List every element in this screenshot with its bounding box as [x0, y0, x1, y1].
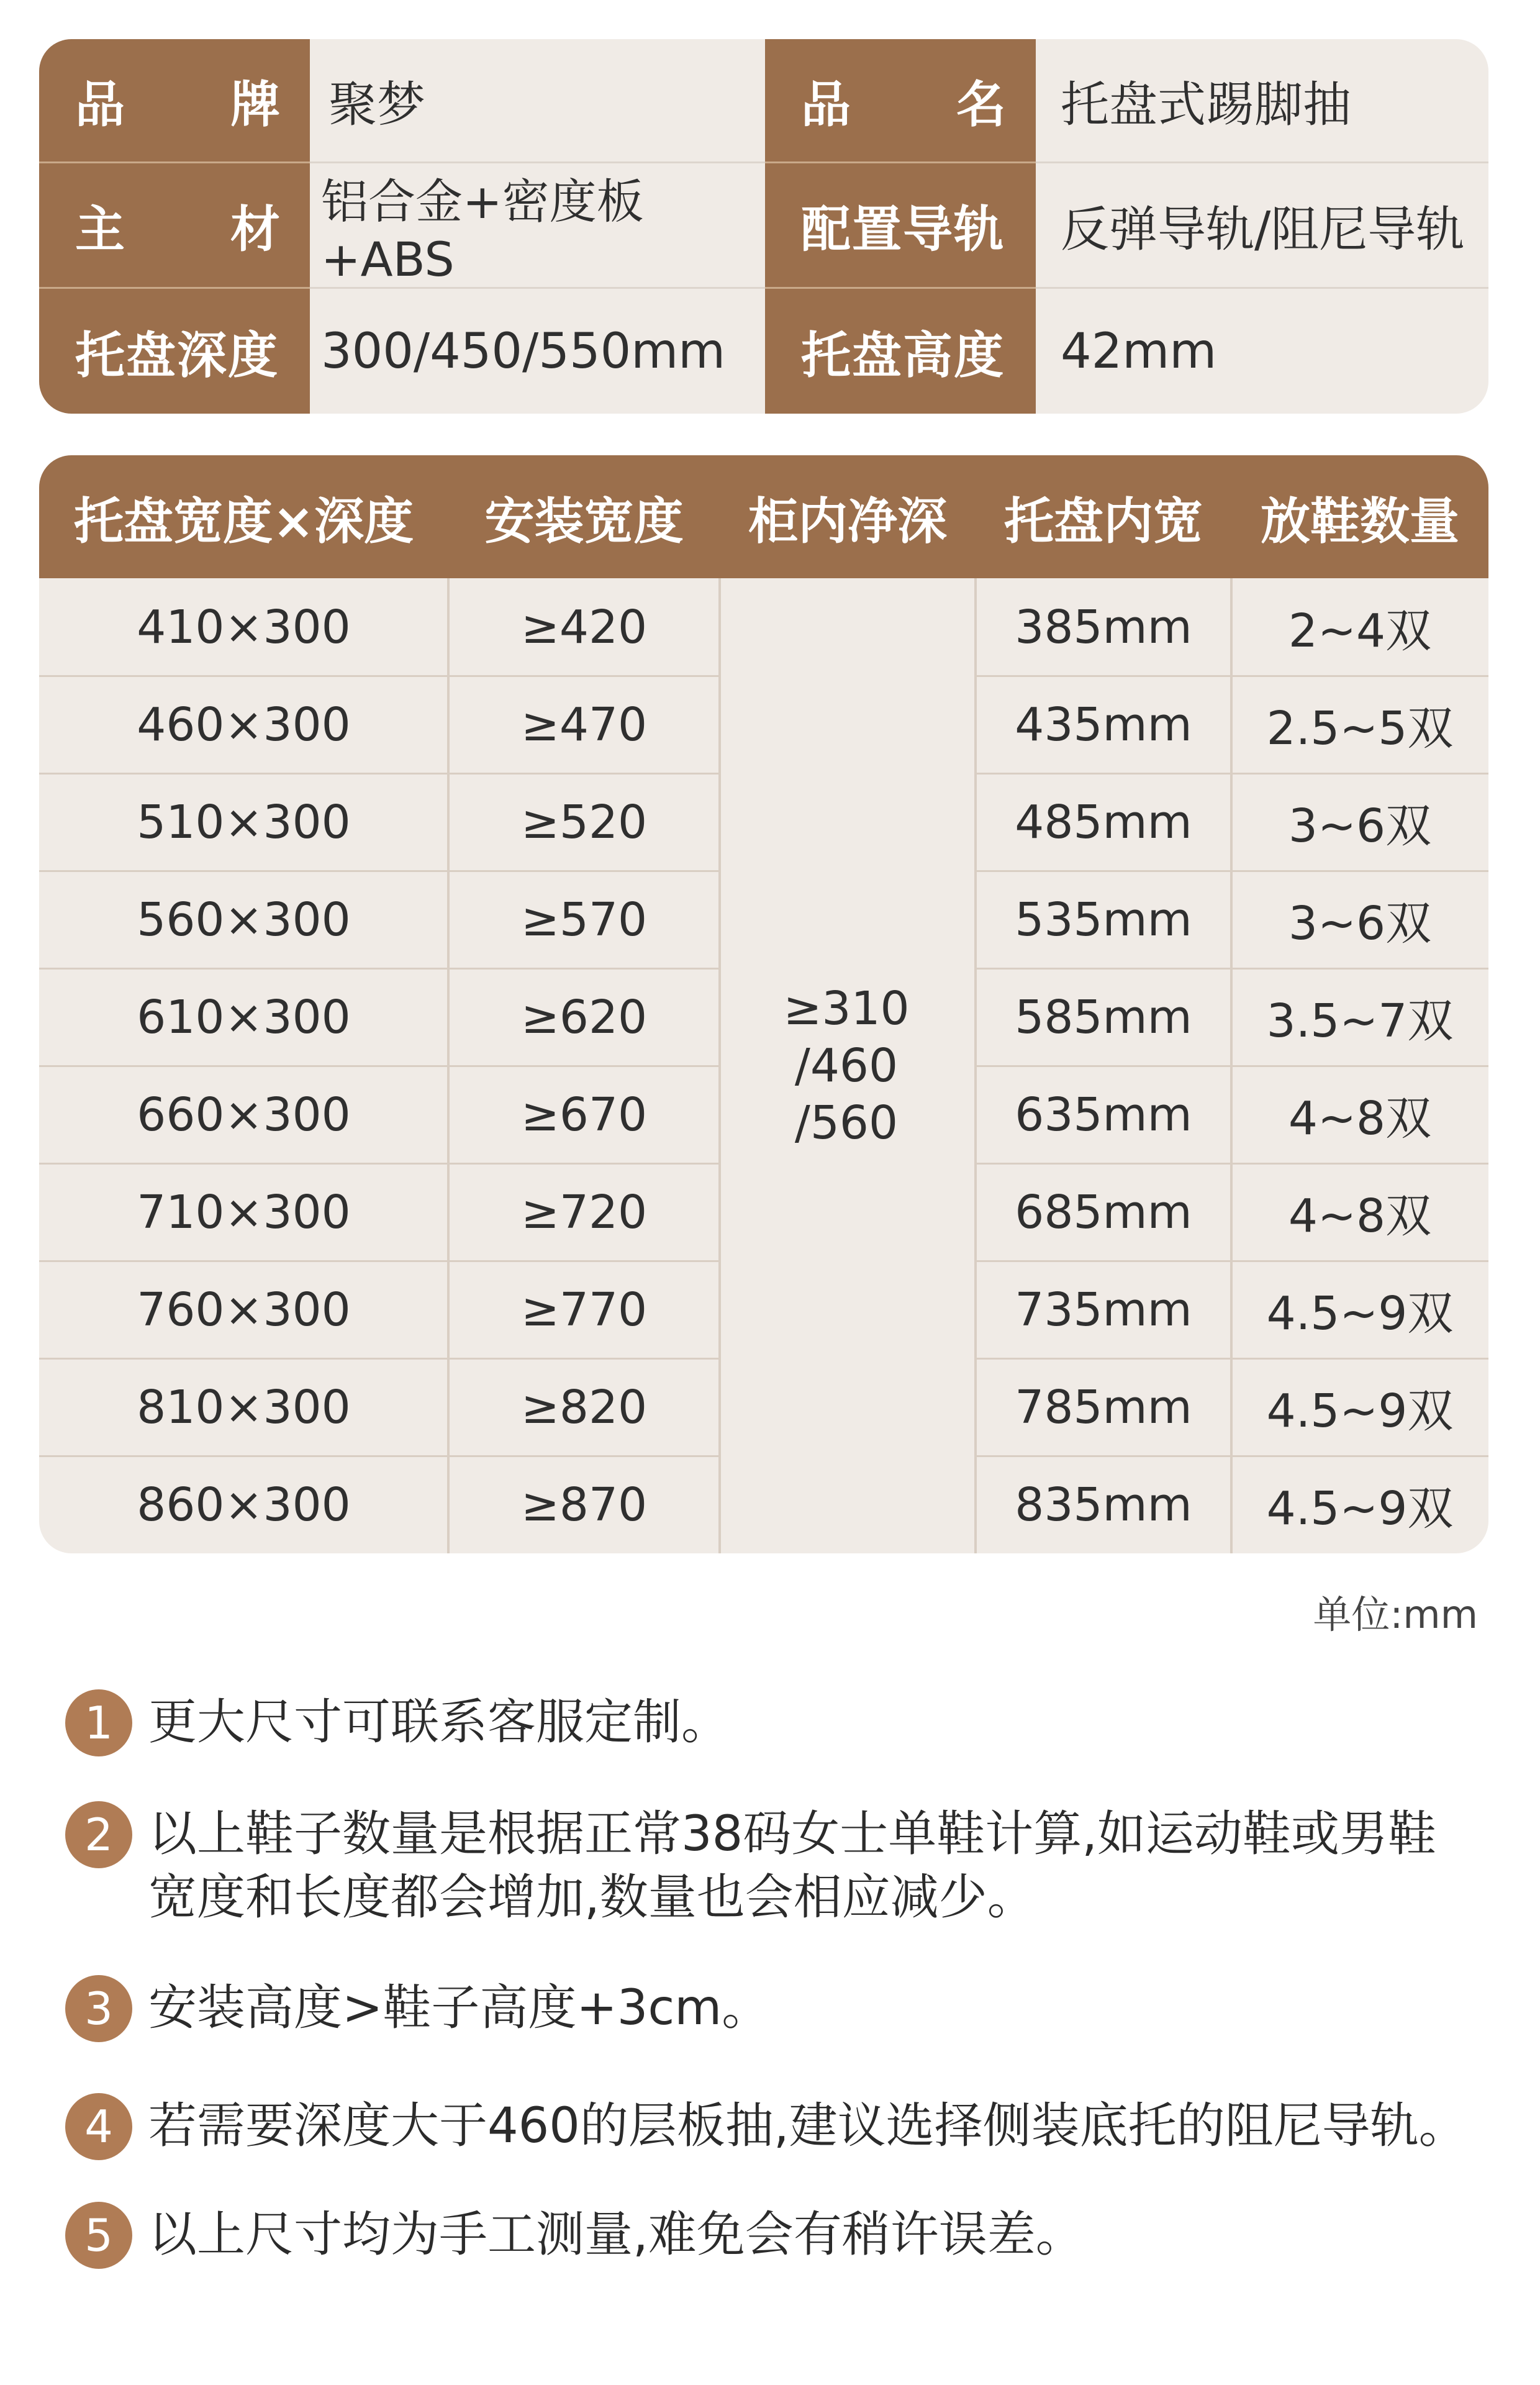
cell-shoe-count: 3~6双: [1288, 896, 1432, 950]
cell-inner-width: 385mm: [1015, 600, 1192, 654]
note-number-badge: 1: [65, 1689, 132, 1756]
cell-install-width: ≥870: [520, 1478, 648, 1532]
cell-install-width: ≥520: [520, 795, 648, 849]
note-number-badge: 4: [65, 2093, 132, 2160]
spec-label-brand: [39, 39, 310, 163]
cell-shoe-count: 2.5~5双: [1266, 701, 1454, 755]
note-line: 更大尺寸可联系客服定制。: [148, 1694, 730, 1750]
header-shoe-count: 放鞋数量: [1261, 492, 1459, 550]
spec-table: [39, 39, 1488, 414]
note-text: [148, 1689, 730, 1754]
spec-value-tray-height: 42mm: [1061, 323, 1217, 379]
note-text: [148, 1975, 770, 2040]
cell-shoe-count: 4~8双: [1288, 1091, 1432, 1145]
note-number-badge: 2: [65, 1801, 132, 1868]
note-number-badge: 5: [65, 2202, 132, 2269]
cell-shoe-count: 4.5~9双: [1266, 1384, 1454, 1438]
cell-tray-size: 810×300: [137, 1380, 351, 1434]
note-item: [65, 2093, 1493, 2160]
note-text: [148, 2202, 1084, 2266]
cell-inner-width: 435mm: [1015, 697, 1192, 752]
spec-label-char: 品: [75, 76, 125, 134]
note-line: 以上鞋子数量是根据正常38码女士单鞋计算,如运动鞋或男鞋: [148, 1806, 1437, 1862]
cell-install-width: ≥570: [520, 893, 648, 947]
note-line: 若需要深度大于460的层板抽,建议选择侧装底托的阻尼导轨。: [148, 2098, 1467, 2154]
spec-value-rail: 反弹导轨/阻尼导轨: [1036, 163, 1488, 289]
cell-inner-width: 685mm: [1015, 1185, 1192, 1239]
spec-label-char: 品: [801, 76, 851, 134]
note-line: 宽度和长度都会增加,数量也会相应减少。: [148, 1869, 1036, 1925]
cell-install-width: ≥770: [520, 1283, 648, 1337]
unit-label: 单位:mm: [1313, 1592, 1478, 1637]
cell-tray-size: 460×300: [137, 697, 351, 752]
cell-inner-width: 585mm: [1015, 990, 1192, 1044]
spec-label-char: 牌: [230, 76, 280, 134]
note-line: 安装高度>鞋子高度+3cm。: [148, 1980, 771, 2036]
cell-shoe-count: 4~8双: [1288, 1189, 1432, 1243]
note-line: 以上尺寸均为手工测量,难免会有稍许误差。: [148, 2207, 1084, 2263]
cell-shoe-count: 4.5~9双: [1266, 1481, 1454, 1535]
spec-label-tray-height: 托盘高度: [765, 289, 1036, 414]
cell-tray-size: 610×300: [137, 990, 351, 1044]
cell-install-width: ≥420: [520, 600, 648, 654]
spec-label-char: 主: [75, 201, 125, 258]
cabinet-depth-line: /560: [794, 1096, 899, 1150]
cell-shoe-count: 3.5~7双: [1266, 994, 1454, 1048]
header-tray-size: 托盘宽度×深度: [73, 492, 414, 550]
cell-inner-width: 635mm: [1015, 1088, 1192, 1142]
cell-install-width: ≥820: [520, 1380, 648, 1434]
cell-shoe-count: 4.5~9双: [1266, 1286, 1454, 1340]
cell-inner-width: 785mm: [1015, 1380, 1192, 1434]
cell-install-width: ≥720: [520, 1185, 648, 1239]
note-text: [148, 2093, 1467, 2158]
cell-inner-width: 735mm: [1015, 1283, 1192, 1337]
note-item: [65, 1689, 1493, 1756]
header-cabinet-depth: 柜内净深: [748, 492, 947, 550]
cell-tray-size: 410×300: [137, 600, 351, 654]
cabinet-depth-cell: [720, 578, 973, 1553]
cell-tray-size: 710×300: [137, 1185, 351, 1239]
spec-label-tray-depth: 托盘深度: [39, 289, 310, 414]
spec-value-tray-depth: 300/450/550mm: [321, 323, 726, 379]
size-table: [39, 455, 1488, 1553]
cell-inner-width: 535mm: [1015, 893, 1192, 947]
spec-label-char: 名: [956, 76, 1006, 134]
spec-label-material: [39, 163, 310, 289]
cell-inner-width: 835mm: [1015, 1478, 1192, 1532]
cell-install-width: ≥620: [520, 990, 648, 1044]
cell-tray-size: 860×300: [137, 1478, 351, 1532]
cell-shoe-count: 2~4双: [1288, 604, 1432, 658]
cell-tray-size: 560×300: [137, 893, 351, 947]
spec-label-rail: 配置导轨: [765, 163, 1036, 289]
note-item: [65, 2202, 1493, 2269]
spec-value-brand: 聚梦: [310, 39, 765, 163]
spec-value-product-name: 托盘式踢脚抽: [1036, 39, 1488, 163]
size-table-header: [39, 455, 1488, 578]
cabinet-depth-line: /460: [794, 1039, 899, 1093]
header-inner-width: 托盘内宽: [1004, 492, 1203, 550]
spec-label-char: 材: [230, 201, 280, 258]
cabinet-depth-line: ≥310: [783, 982, 910, 1035]
cell-tray-size: 760×300: [137, 1283, 351, 1337]
header-install-width: 安装宽度: [484, 492, 684, 550]
note-number-badge: 3: [65, 1975, 132, 2042]
note-text: [148, 1801, 1436, 1929]
cell-tray-size: 510×300: [137, 795, 351, 849]
cell-tray-size: 660×300: [137, 1088, 351, 1142]
cell-shoe-count: 3~6双: [1288, 799, 1432, 853]
cell-install-width: ≥470: [520, 697, 648, 752]
spec-label-product-name: [765, 39, 1036, 163]
spec-value-material: 铝合金+密度板+ABS: [310, 163, 765, 289]
cell-install-width: ≥670: [520, 1088, 648, 1142]
note-item: [65, 1975, 1493, 2042]
note-item: [65, 1801, 1493, 1929]
cell-inner-width: 485mm: [1015, 795, 1192, 849]
